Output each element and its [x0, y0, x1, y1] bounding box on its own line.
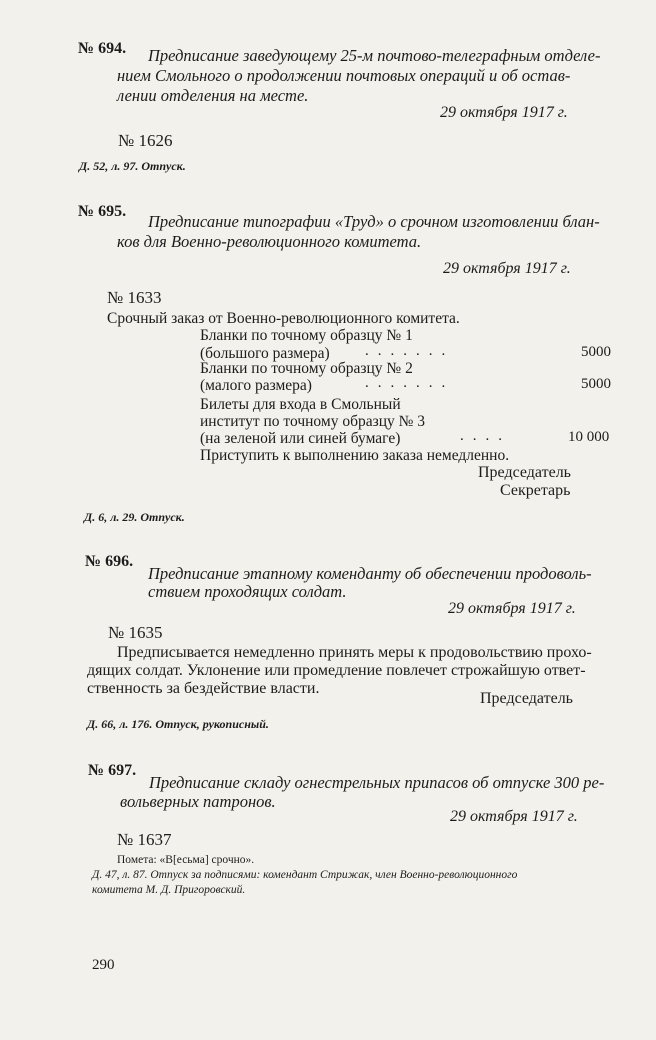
doc-694-title-line1: Предписание заведующему 25-м почтово-телеграфным отделе-	[148, 46, 601, 65]
doc-697-doc-number: № 1637	[117, 830, 172, 849]
order-item-1-qty: 5000	[581, 344, 611, 360]
order-item-3-qty: 10 000	[568, 429, 610, 445]
doc-697-number: № 697.	[88, 762, 137, 779]
doc-696-title-line2: ствием проходящих солдат.	[148, 582, 347, 601]
order-item-3-leader: ....	[460, 428, 511, 444]
doc-696-text-line3: ственность за бездействие власти.	[87, 680, 320, 697]
doc-696-text-line2: дящих солдат. Уклонение или промедление повлечет строжайшую ответ-	[87, 662, 586, 679]
order-item-2-leader: .......	[365, 375, 455, 391]
order-item-1-line2: (большого размера)	[200, 345, 330, 362]
doc-697-source-line2: комитета М. Д. Пригоровский.	[92, 884, 246, 896]
doc-695-number: № 695.	[78, 203, 127, 220]
order-item-1-line1: Бланки по точному образцу № 1	[200, 327, 413, 344]
doc-694-title-line2: нием Смольного о продолжении почтовых операций и об остав-	[117, 66, 571, 85]
doc-695-signature-secretary: Секретарь	[500, 482, 571, 499]
doc-696-title-line1: Предписание этапному коменданту об обеспечении продоволь-	[148, 564, 592, 583]
doc-695-source: Д. 6, л. 29. Отпуск.	[84, 510, 185, 524]
order-item-2-qty: 5000	[581, 376, 611, 392]
doc-694-date: 29 октября 1917 г.	[440, 104, 568, 121]
doc-696-source: Д. 66, л. 176. Отпуск, рукописный.	[87, 717, 269, 731]
doc-697-date: 29 октября 1917 г.	[450, 808, 578, 825]
page-number: 290	[92, 957, 115, 973]
doc-697-title-line2: вольверных патронов.	[120, 792, 276, 811]
doc-695-instruction: Приступить к выполнению заказа немедленно.	[200, 447, 510, 464]
doc-695-date: 29 октября 1917 г.	[443, 260, 571, 277]
doc-696-text-line1: Предписывается немедленно принять меры к продовольствию прохо-	[117, 644, 592, 661]
doc-696-number: № 696.	[85, 553, 134, 570]
order-item-3-line1: Билеты для входа в Смольный	[200, 396, 401, 413]
doc-694-doc-number: № 1626	[118, 131, 173, 150]
doc-697-title-line1: Предписание складу огнестрельных припасов об отпуске 300 ре-	[149, 773, 605, 792]
doc-695-order-intro: Срочный заказ от Военно-революционного комитета.	[107, 310, 460, 327]
doc-694-title-line3: лении отделения на месте.	[117, 86, 309, 105]
order-item-1-leader: .......	[365, 343, 455, 359]
doc-695-title-line2: ков для Военно-революционного комитета.	[117, 232, 422, 251]
order-item-2-line1: Бланки по точному образцу № 2	[200, 360, 413, 377]
doc-696-date: 29 октября 1917 г.	[448, 600, 576, 617]
order-item-3-line2: институт по точному образцу № 3	[200, 413, 426, 430]
doc-695-doc-number: № 1633	[107, 288, 162, 307]
doc-696-signature-chairman: Председатель	[480, 690, 573, 707]
doc-696-doc-number: № 1635	[108, 623, 163, 642]
order-item-2-line2: (малого размера)	[200, 377, 312, 394]
doc-695-signature-chairman: Председатель	[478, 464, 571, 481]
doc-697-note: Помета: «В[есьма] срочно».	[117, 854, 255, 866]
doc-694-source: Д. 52, л. 97. Отпуск.	[79, 159, 186, 173]
doc-695-title-line1: Предписание типографии «Труд» о срочном изготовлении блан-	[148, 212, 600, 231]
order-item-3-line3: (на зеленой или синей бумаге)	[200, 430, 401, 447]
doc-694-number: № 694.	[78, 40, 127, 57]
doc-697-source-line1: Д. 47, л. 87. Отпуск за подписями: комендант Стрижак, член Военно-революционного	[92, 869, 518, 881]
